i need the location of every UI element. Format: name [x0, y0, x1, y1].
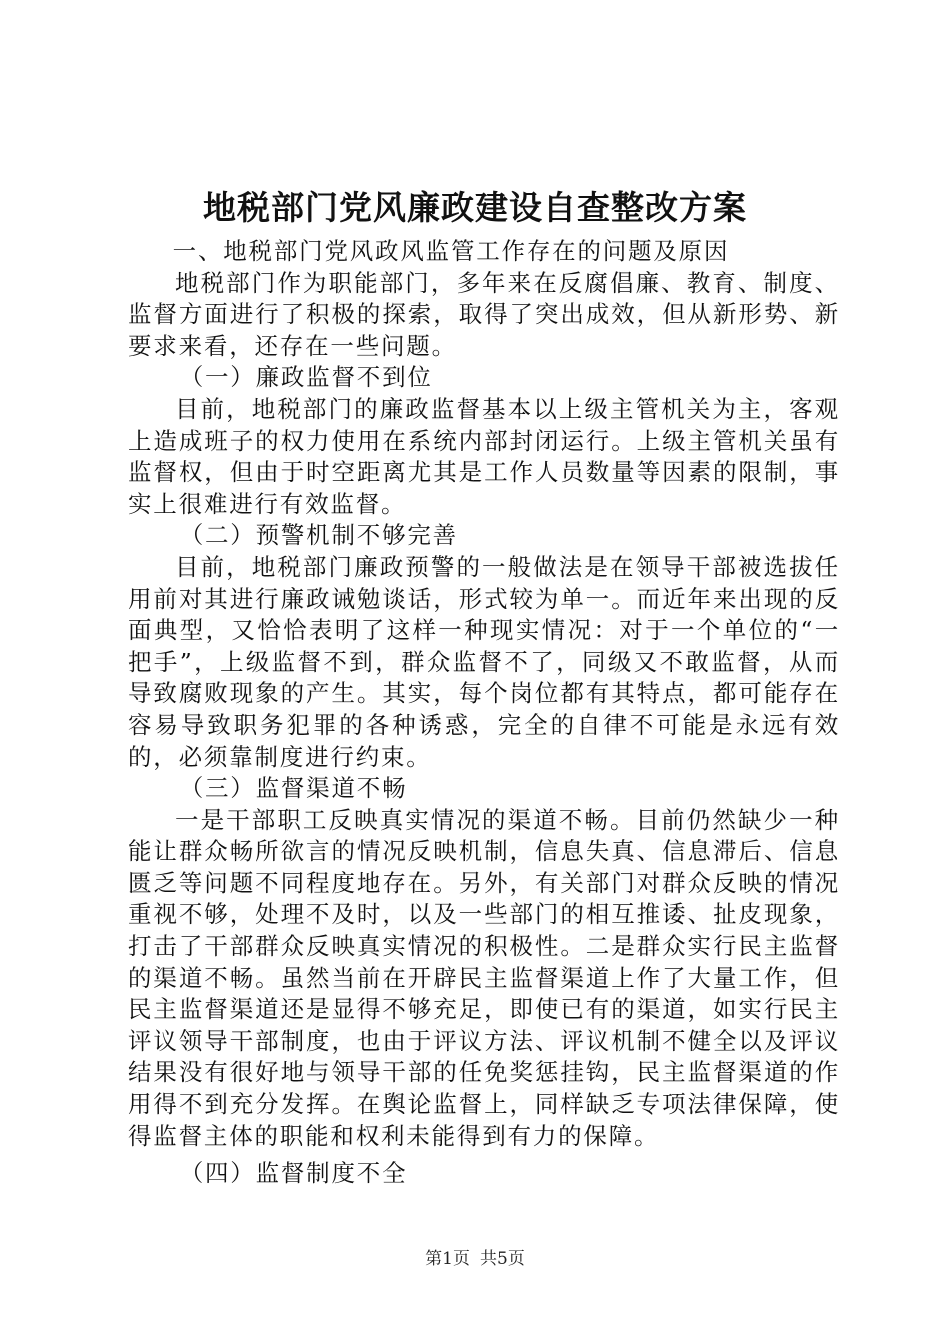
paragraph-1: 地税部门作为职能部门，多年来在反腐倡廉、教育、制度、监督方面进行了积极的探索，取得了突出成效，但从新形势、新要求来看，还存在一些问题。 [128, 268, 840, 360]
section-heading-1: 一、地税部门党风政风监管工作存在的问题及原因 [172, 237, 730, 265]
subsection-heading-1: （一）廉政监督不到位 [179, 363, 433, 392]
page-number: 第1页 [425, 1249, 470, 1269]
subsection-heading-4: （四）监督制度不全 [179, 1159, 408, 1188]
document-title: 地税部门党风廉政建设自查整改方案 [203, 188, 747, 227]
paragraph-4: 一是干部职工反映真实情况的渠道不畅。目前仍然缺少一种能让群众畅所欲言的情况反映机制，信息失真、信息滞后、信息匮乏等问题不同程度地存在。另外，有关部门对群众反映的情况重视不够，处理不及时，以及一些部门的相互推诿、扯皮现象，打击了干部群众反映真实情况的积极性。二是群众实行民主监督的渠道不畅。虽然当前在开辟民主监督渠道上作了大量工作，但民主监督渠道还是显得不够充足，即使已有的渠道，如实行民主评议领导干部制度，也由于评议方法、评议机制不健全以及评议结果没有很好地与领导干部的任免奖惩挂钩，民主监督渠道的作用得不到充分发挥。在舆论监督上，同样缺乏专项法律保障，使得监督主体的职能和权利未能得到有力的保障。 [128, 805, 840, 1150]
page-total: 共5页 [480, 1249, 525, 1269]
document-body [128, 236, 840, 1190]
page-footer [0, 1244, 950, 1269]
paragraph-2: 目前，地税部门的廉政监督基本以上级主管机关为主，客观上造成班子的权力使用在系统内部封闭运行。上级主管机关虽有监督权，但由于时空距离尤其是工作人员数量等因素的限制，事实上很难进行有效监督。 [128, 394, 840, 518]
subsection-heading-2: （二）预警机制不够完善 [179, 521, 458, 550]
subsection-heading-3: （三）监督渠道不畅 [179, 774, 408, 803]
paragraph-3: 目前，地税部门廉政预警的一般做法是在领导干部被选拔任用前对其进行廉政诫勉谈话，形式较为单一。而近年来出现的反面典型，又恰恰表明了这样一种现实情况：对于一个单位的“一把手”，上级监督不到，群众监督不了，同级又不敢监督，从而导致腐败现象的产生。其实，每个岗位都有其特点，都可能存在容易导致职务犯罪的各种诱惑，完全的自律不可能是永远有效的，必须靠制度进行约束。 [128, 552, 840, 771]
